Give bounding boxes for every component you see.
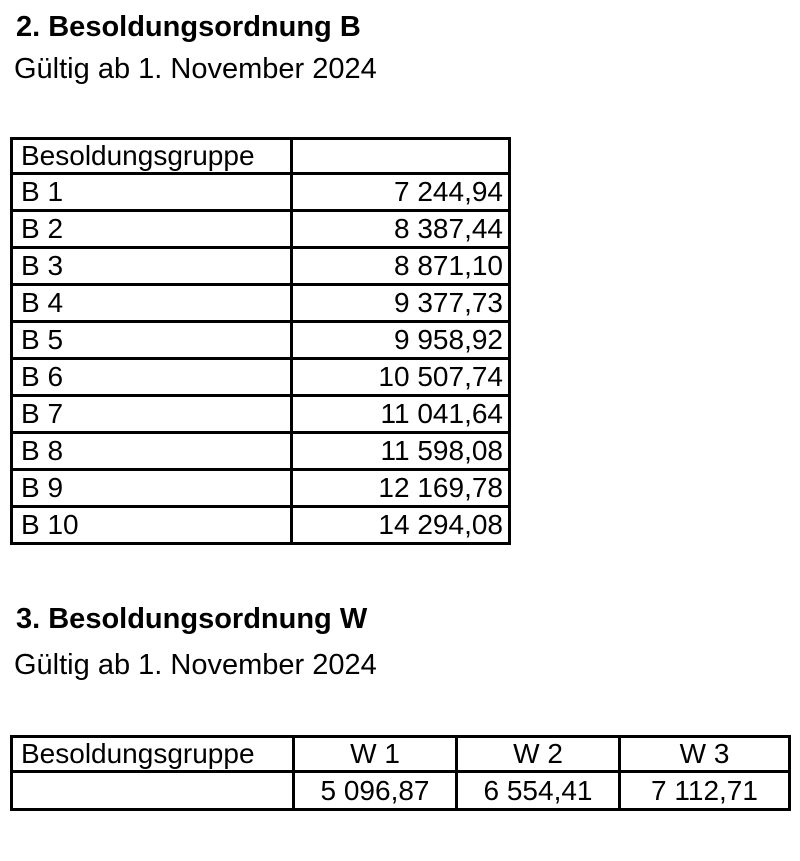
column-header-amount-empty xyxy=(292,139,510,174)
amount-cell: 7 244,94 xyxy=(292,174,510,211)
column-header-w3: W 3 xyxy=(620,737,790,772)
group-cell: B 6 xyxy=(12,359,292,396)
amount-cell: 11 598,08 xyxy=(292,433,510,470)
amount-cell: 9 958,92 xyxy=(292,322,510,359)
table-row xyxy=(12,211,510,248)
group-cell: B 8 xyxy=(12,433,292,470)
table-header-row xyxy=(12,737,790,772)
amount-cell-w3: 7 112,71 xyxy=(620,772,790,810)
amount-cell: 14 294,08 xyxy=(292,507,510,544)
table-row xyxy=(12,174,510,211)
section-w-subtitle: Gültig ab 1. November 2024 xyxy=(14,649,377,681)
column-header-besoldungsgruppe: Besoldungsgruppe xyxy=(12,737,294,772)
table-row xyxy=(12,322,510,359)
table-row xyxy=(12,433,510,470)
table-row xyxy=(12,470,510,507)
group-cell: B 2 xyxy=(12,211,292,248)
table-row xyxy=(12,359,510,396)
group-cell: B 5 xyxy=(12,322,292,359)
table-row xyxy=(12,396,510,433)
table-row xyxy=(12,285,510,322)
table-header-row xyxy=(12,139,510,174)
column-header-w2: W 2 xyxy=(457,737,620,772)
table-row xyxy=(12,772,790,810)
group-cell: B 1 xyxy=(12,174,292,211)
amount-cell: 10 507,74 xyxy=(292,359,510,396)
amount-cell: 8 387,44 xyxy=(292,211,510,248)
section-b-subtitle: Gültig ab 1. November 2024 xyxy=(14,53,377,85)
besoldung-b-table xyxy=(10,137,511,545)
amount-cell: 9 377,73 xyxy=(292,285,510,322)
amount-cell: 8 871,10 xyxy=(292,248,510,285)
group-cell: B 10 xyxy=(12,507,292,544)
amount-cell: 11 041,64 xyxy=(292,396,510,433)
besoldung-w-table xyxy=(10,735,791,811)
amount-cell-w2: 6 554,41 xyxy=(457,772,620,810)
group-cell-empty xyxy=(12,772,294,810)
group-cell: B 3 xyxy=(12,248,292,285)
column-header-besoldungsgruppe: Besoldungsgruppe xyxy=(12,139,292,174)
group-cell: B 4 xyxy=(12,285,292,322)
group-cell: B 9 xyxy=(12,470,292,507)
section-w-heading: 3. Besoldungsordnung W xyxy=(16,603,368,635)
group-cell: B 7 xyxy=(12,396,292,433)
table-row xyxy=(12,248,510,285)
amount-cell-w1: 5 096,87 xyxy=(294,772,457,810)
section-b-heading: 2. Besoldungsordnung B xyxy=(16,11,361,43)
column-header-w1: W 1 xyxy=(294,737,457,772)
amount-cell: 12 169,78 xyxy=(292,470,510,507)
table-row xyxy=(12,507,510,544)
